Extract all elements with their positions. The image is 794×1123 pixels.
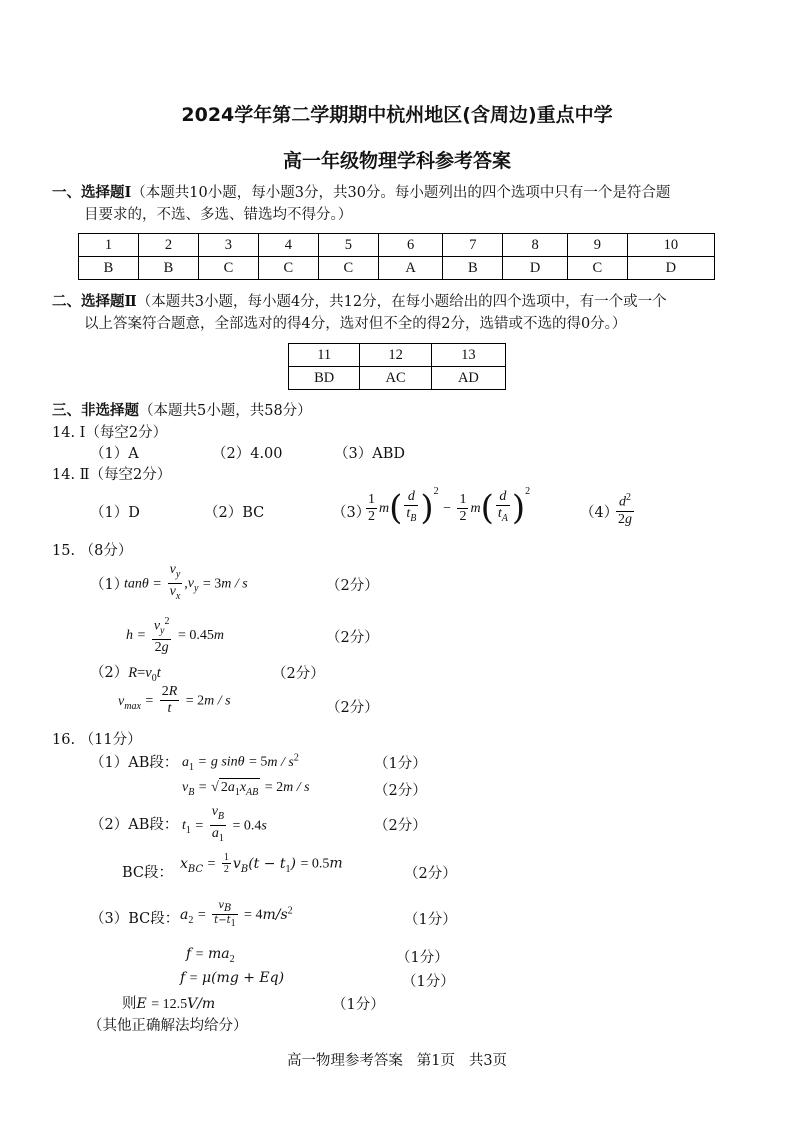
section1-answer-table bbox=[78, 233, 715, 280]
formula-kinetic-energy-diff: $\frac{1}{2}$ m( $\frac{d}{t_B}$ )$^2$ − $\frac{1}{2}$ m( $\frac{d}{t_A}$ )$^2$ bbox=[368, 486, 531, 528]
q15-part1-label: （1） bbox=[90, 577, 129, 593]
h-result: = 0.45 bbox=[177, 628, 214, 644]
q14a-ans1: （1）A bbox=[90, 446, 139, 462]
formula-a2: $a_2$ = $\frac{v_B}{t-t_1}$ = $4m/s^2$ bbox=[180, 900, 293, 929]
table-cell: AD bbox=[431, 367, 505, 390]
table-cell: B bbox=[138, 257, 198, 280]
table-cell: B bbox=[443, 257, 503, 280]
section2-answer-table bbox=[288, 343, 506, 390]
q15-part2-label: $(2)R=v_0t$ bbox=[90, 665, 161, 684]
q14b-ans1: （1）D bbox=[90, 505, 140, 521]
table-cell: A bbox=[378, 257, 443, 280]
section2-header bbox=[52, 291, 667, 313]
section1-header bbox=[52, 182, 670, 204]
table-row bbox=[289, 344, 506, 367]
q14a-head: 14. Ⅰ（每空2分） bbox=[52, 425, 168, 441]
table-cell: D bbox=[627, 257, 714, 280]
q16-part3-label: （3）BC段： bbox=[90, 911, 180, 927]
t1-result: = 0.4 bbox=[232, 818, 262, 834]
section2-desc2: 以上答案符合题意，全部选对的得4分，选对但不全的得2分，选错或不选的得0分。） bbox=[84, 316, 627, 332]
formula-vmax: $v_{max}$ = $\frac{2R}{t}$ = 2m / s bbox=[118, 684, 231, 716]
q15-points-4: （2分） bbox=[326, 700, 379, 716]
q16-part2-label: （2）AB段： bbox=[90, 817, 179, 833]
table-row bbox=[79, 234, 715, 257]
section1-desc2: 目要求的，不选、多选、错选均不得分。） bbox=[84, 207, 353, 223]
section1-desc1: （本题共10小题，每小题3分，共30分。每小题列出的四个选项中只有一个是符合题 bbox=[131, 185, 671, 201]
table-cell: AC bbox=[360, 367, 431, 390]
table-cell: BD bbox=[289, 367, 360, 390]
formula-tan-theta: tanθ = $\frac{v_y}{v_x}$ $,v_y = 3m / s$ bbox=[124, 562, 248, 602]
q16-points-a2: （1分） bbox=[404, 912, 457, 928]
section3-desc: （本题共5小题，共58分） bbox=[139, 403, 312, 419]
formula-xbc: $x_{BC}$ = $\frac{1}{2}$ $v_B(t - t_1) = 0.5m$ bbox=[180, 852, 343, 875]
e-result: = 12.5 bbox=[151, 997, 188, 1012]
table-cell: 4 bbox=[258, 234, 318, 257]
q14a-ans3: （3）ABD bbox=[334, 446, 405, 462]
table-cell: 5 bbox=[318, 234, 378, 257]
doc-title: 2024学年第二学期期中杭州地区(含周边)重点中学 bbox=[181, 104, 613, 126]
q16-bc-label: BC段： bbox=[122, 865, 174, 881]
formula-t1: $t_1$ = $\frac{v_B}{a_1}$ = 0.4s bbox=[182, 804, 267, 844]
section2-desc1: （本题共3小题，每小题4分，共12分，在每小题给出的四个选项中，有一个或一个 bbox=[136, 294, 667, 310]
vy-result: = 3 bbox=[202, 576, 222, 592]
q15-head: 15. （8分） bbox=[52, 543, 133, 559]
table-cell: C bbox=[258, 257, 318, 280]
table-cell: 6 bbox=[378, 234, 443, 257]
table-cell: 7 bbox=[443, 234, 503, 257]
doc-subtitle: 高一年级物理学科参考答案 bbox=[282, 150, 511, 172]
table-cell: B bbox=[79, 257, 139, 280]
q14a-ans2: （2）4.00 bbox=[212, 446, 283, 462]
table-row bbox=[289, 367, 506, 390]
vmax-result: = 2 bbox=[185, 693, 205, 709]
q16-points-f2: （1分） bbox=[402, 974, 455, 990]
a1-result: = 5 bbox=[248, 754, 268, 770]
table-cell: C bbox=[198, 257, 258, 280]
section3-label: 三、非选择题 bbox=[52, 402, 139, 419]
formula-a1: $a_1 = g$ $\sin\theta = 5m / s^2$ bbox=[182, 752, 299, 773]
q15-points-1: （2分） bbox=[326, 578, 379, 594]
table-cell: D bbox=[503, 257, 568, 280]
formula-f-ma: $f = ma_2$ bbox=[186, 946, 235, 965]
q15-points-3: （2分） bbox=[272, 666, 325, 682]
table-cell: C bbox=[318, 257, 378, 280]
q16-points-t1: （2分） bbox=[374, 818, 427, 834]
table-cell: 10 bbox=[627, 234, 714, 257]
formula-vb: $v_B$ = √ $2a_1x_{AB} = 2m / s$ bbox=[182, 780, 310, 798]
table-cell: 13 bbox=[431, 344, 505, 367]
vb-result: = 2 bbox=[264, 780, 284, 795]
section2-label: 二、选择题Ⅱ bbox=[52, 293, 137, 310]
q16-points-xbc: （2分） bbox=[404, 866, 457, 882]
q16-part1-label: （1）AB段： bbox=[90, 755, 179, 771]
q14b-head: 14. Ⅱ（每空2分） bbox=[52, 467, 172, 483]
formula-d2-over-2g: $\frac{d^2}{2g}$ bbox=[618, 492, 632, 527]
table-cell: 9 bbox=[567, 234, 627, 257]
page-footer: 高一物理参考答案 第1页 共3页 bbox=[286, 1053, 508, 1069]
formula-f-mu: f = μ(mg + Eq) bbox=[180, 970, 285, 986]
table-row bbox=[79, 257, 715, 280]
xbc-result: = 0.5 bbox=[300, 856, 330, 872]
q14b-ans2: （2）BC bbox=[204, 505, 265, 521]
q16-points-a1: （1分） bbox=[374, 756, 427, 772]
q14b-ans3-label: （3） bbox=[332, 505, 371, 521]
table-cell: 3 bbox=[198, 234, 258, 257]
q15-points-2: （2分） bbox=[326, 630, 379, 646]
q14b-ans4-label: （4） bbox=[580, 505, 619, 521]
table-cell: C bbox=[567, 257, 627, 280]
section3-header bbox=[52, 400, 312, 422]
table-cell: 8 bbox=[503, 234, 568, 257]
table-cell: 1 bbox=[79, 234, 139, 257]
e-prefix: 则 bbox=[122, 996, 137, 1012]
formula-height: h = $\frac{v_y^2}{2g}$ = 0.45m bbox=[126, 616, 224, 656]
table-cell: 12 bbox=[360, 344, 431, 367]
q16-points-f1: （1分） bbox=[396, 950, 449, 966]
formula-e: 则E = 12.5V/m bbox=[122, 996, 216, 1012]
q16-points-e: （1分） bbox=[332, 997, 385, 1013]
q16-points-vb: （2分） bbox=[374, 783, 427, 799]
table-cell: 2 bbox=[138, 234, 198, 257]
q16-head: 16. （11分） bbox=[52, 732, 142, 748]
q15-part2-prefix: （2） bbox=[90, 665, 129, 681]
section1-label: 一、选择题Ⅰ bbox=[52, 184, 132, 201]
a2-result: = 4 bbox=[244, 907, 263, 923]
q16-note: （其他正确解法均给分） bbox=[88, 1018, 248, 1034]
table-cell: 11 bbox=[289, 344, 360, 367]
